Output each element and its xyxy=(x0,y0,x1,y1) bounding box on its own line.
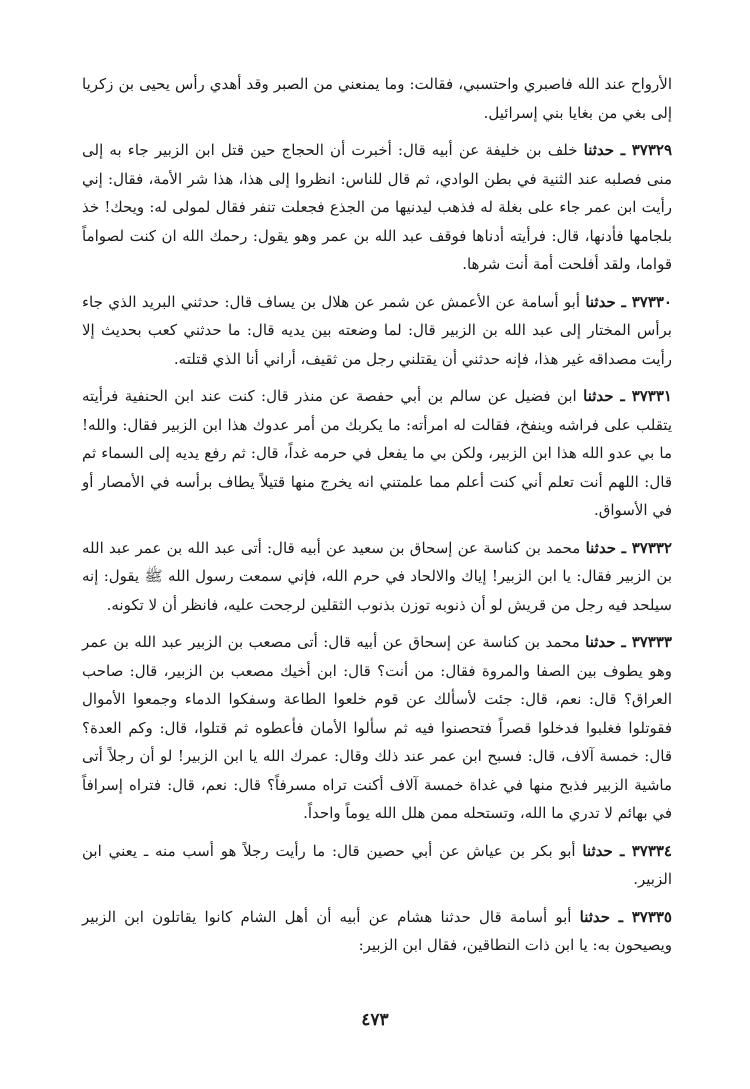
page-text xyxy=(82,70,672,969)
hadith-37335 xyxy=(82,903,672,960)
hadith-number: ٣٧٣٢٩ ـ حدثنا xyxy=(583,141,673,159)
hadith-37334 xyxy=(82,837,672,894)
hadith-number: ٣٧٣٣٥ ـ حدثنا xyxy=(579,907,672,926)
hadith-37332 xyxy=(82,534,672,620)
hadith-text: محمد بن كناسة عن إسحاق عن أبيه قال: أتى مصعب بن الزبير عبد الله بن عمر وهو يطوف بين الصفا والمروة فقال: من أنت؟ قال: ابن أخيك مصعب بن الزبير، قال: صاحب العراق؟ قال: نعم، قال: جئت لأسألك عن قوم خلعوا الطاعة وسفكوا الدماء وجمعوا الأموال فقوتلوا فغلبوا فدخلوا قصراً فتحصنوا فيه ثم سألوا الأمان فأعطوه ثم قتلوا، قال: وكم العدة؟ قال: خمسة آلاف، قال: فسبح ابن عمر عند ذلك وقال: عمرك الله يا ابن الزبير! لو أن رجلاً أتى ماشية الزبير فذبح منها في غداة خمسة آلاف أكنت تراه مسرفاً؟ قال: نعم، قال: فتراه إسرافاً في بهائم لا تدري ما الله، وتستحله ممن هلل الله يوماً واحداً. xyxy=(82,633,672,822)
hadith-text: ابن فضيل عن سالم بن أبي حفصة عن منذر قال: كنت عند ابن الحنفية فرأيته يتقلب على فراشه وينفخ، فقالت له امرأته: ما يكربك من أمر عدوك هذا ابن الزبير فقال: والله! ما بي عدو الله هذا ابن الزبير، ولكن بي ما يفعل في حرمه غداً، قال: ثم رفع يديه إلى السماء ثم قال: اللهم أنت تعلم أني كنت أعلم مما علمتني انه يخرج منها قتيلاً يطاف برأسه في الأمصار أو في الأسواق. xyxy=(82,387,672,519)
hadith-number: ٣٧٣٣٢ ـ حدثنا xyxy=(585,538,672,557)
paragraph-text: الأرواح عند الله فاصبري واحتسبي، فقالت: وما يمنعني من الصبر وقد أهدي رأس يحيى بن زكريا إلى بغي من بغايا بني إسرائيل. xyxy=(82,75,672,122)
hadith-text: خلف بن خليفة عن أبيه قال: أخبرت أن الحجاج حين قتل ابن الزبير جاء به إلى منى فصلبه عند الثنية في بطن الوادي، ثم قال للناس: انظروا إلى هذا، هذا شر الأمة، فقال: إني رأيت ابن عمر جاء على بغلة له فذهب ليدنيها من الجذع فجعلت تنفر فقال لمولى له: ويحك! خذ بلجامها فأدنها، قال: فرأيته أدناها فوقف عبد الله بن عمر وهو يقول: رحمك الله ان كنت لصواماً قواما، ولقد أفلحت أمة أنت شرها. xyxy=(82,141,672,273)
hadith-text: أبو بكر بن عياش عن أبي حصين قال: ما رأيت رجلاً هو أسب منه ـ يعني ابن الزبير. xyxy=(82,841,672,888)
hadith-text: محمد بن كناسة عن إسحاق بن سعيد عن أبيه قال: أتى عبد الله بن عمر عبد الله بن الزبير فقال: يا ابن الزبير! إياك والالحاد في حرم الله، فإني سمعت رسول الله ﷺ يقول: إنه سيلحد فيه رجل من قريش لو أن ذنوبه توزن بذنوب الثقلين لرجحت عليه، فانظر أن لا تكونه. xyxy=(82,538,672,614)
hadith-37330 xyxy=(82,288,672,374)
hadith-37333 xyxy=(82,628,672,828)
hadith-37331 xyxy=(82,382,672,525)
hadith-37329 xyxy=(82,136,672,279)
hadith-number: ٣٧٣٣٣ ـ حدثنا xyxy=(585,633,672,651)
hadith-number: ٣٧٣٣٠ ـ حدثنا xyxy=(585,292,672,311)
hadith-number: ٣٧٣٣١ ـ حدثنا xyxy=(583,387,672,405)
hadith-text: أبو أسامة قال حدثنا هشام عن أبيه أن أهل الشام كانوا يقاتلون ابن الزبير ويصيحون به: يا ابن ذات النطاقين، فقال ابن الزبير: xyxy=(82,907,672,954)
hadith-text: أبو أسامة عن الأعمش عن شمر عن هلال بن يساف قال: حدثني البريد الذي جاء برأس المختار إلى عبد الله بن الزبير قال: لما وضعته بين يديه قال: ما حدثني كعب بحديث إلا رأيت مصداقه غير هذا، فإنه حدثني أن يقتلني رجل من ثقيف، أراني أنا الذي قتلته. xyxy=(82,292,672,368)
page-number: ٤٧٣ xyxy=(361,1010,389,1030)
paragraph-continuation xyxy=(82,70,672,127)
hadith-number: ٣٧٣٣٤ ـ حدثنا xyxy=(582,841,672,860)
